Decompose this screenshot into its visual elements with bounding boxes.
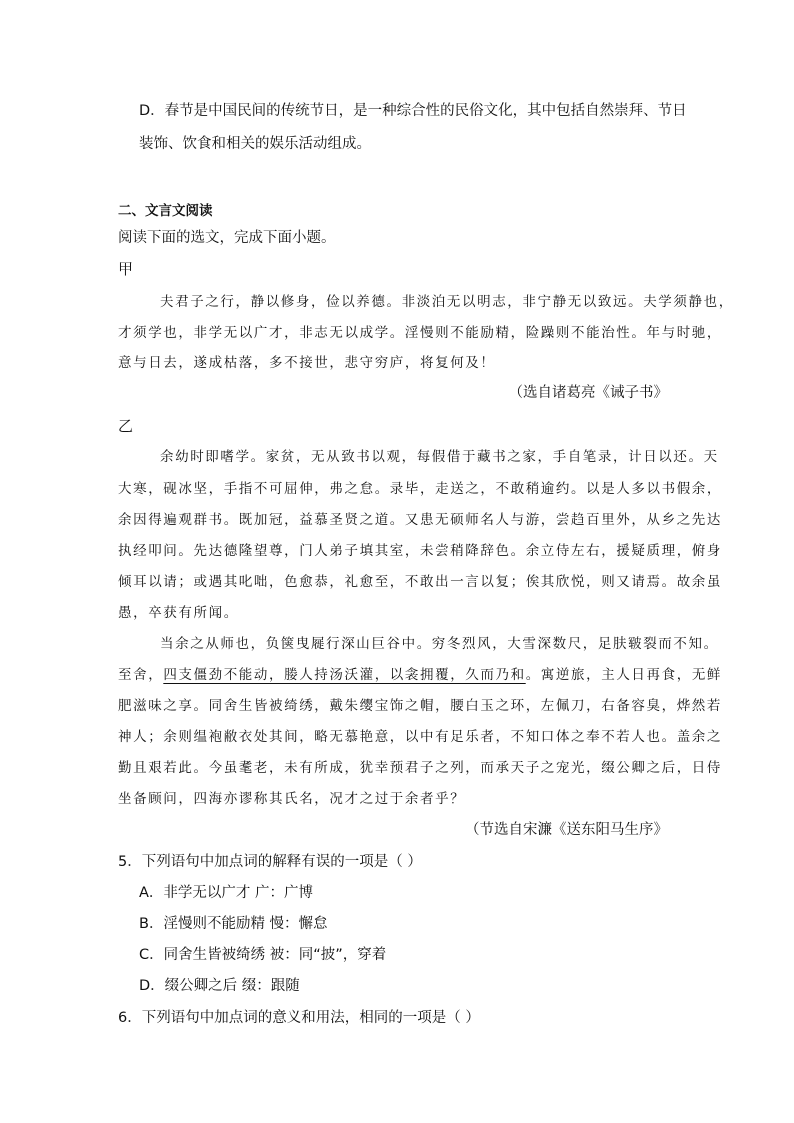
passage-jia-line: 才须学也，非学无以广才，非志无以成学。淫慢则不能励精，险躁则不能治性。年与时驰， [118,325,722,341]
passage-jia-line: 意与日去，遂成枯落，多不接世，悲守穷庐，将复何及！ [118,355,496,371]
passage-yi-line: 执经叩问。先达德隆望尊，门人弟子填其室，未尝稍降辞色。余立侍左右，援疑质理，俯身 [118,543,722,559]
passage-jia-label: 甲 [118,260,134,278]
passage-yi-line: 坐备顾问，四海亦谬称其氏名，况才之过于余者乎？ [118,791,466,807]
question-5-option-b: B．淫慢则不能励精 慢：懈怠 [139,916,328,932]
line-suffix: 。寓逆旅，主人日再食，无鲜 [525,667,723,683]
option-d-line2: 装饰、饮食和相关的娱乐活动组成。 [139,136,371,152]
question-6-stem: 6．下列语句中加点词的意义和用法，相同的一项是（ ） [118,1010,480,1026]
passage-jia-line: 夫君子之行，静以修身，俭以养德。非淡泊无以明志，非宁静无以致远。夫学须静也， [160,294,734,310]
question-5-stem: 5．下列语句中加点词的解释有误的一项是（ ） [118,854,422,870]
question-5-option-a: A．非学无以广才 广：广博 [139,885,314,901]
passage-yi-source: （节选自宋濂《送东阳马生序》 [465,822,668,838]
passage-yi-line-underlined [118,665,722,685]
passage-yi-line: 愚，卒获有所闻。 [118,605,239,621]
passage-yi-line: 肥滋味之享。同舍生皆被绮绣，戴朱缨宝饰之帽，腰白玉之环，左佩刀，右备容臭，烨然若 [118,698,722,714]
passage-yi-line: 倾耳以请；或遇其叱咄，色愈恭，礼愈至，不敢出一言以复；俟其欣悦，则又请焉。故余虽 [118,574,722,590]
line-prefix: 至舍， [118,667,164,683]
underlined-sentence: 四支僵劲不能动，媵人持汤沃灌，以衾拥覆，久而乃和 [163,667,526,683]
passage-yi-line: 大寒，砚冰坚，手指不可屈伸，弗之怠。录毕，走送之，不敢稍逾约。以是人多以书假余， [118,481,722,497]
passage-jia-source: （选自诸葛亮《诫子书》 [508,385,668,401]
passage-yi-line: 勤且艰若此。今虽耄老，未有所成，犹幸预君子之列，而承天子之宠光，缀公卿之后，日侍 [118,760,722,776]
passage-yi-label: 乙 [118,417,134,435]
passage-yi-line: 当余之从师也，负箧曳屣行深山巨谷中。穷冬烈风，大雪深数尺，足肤皲裂而不知。 [160,636,719,652]
question-5-option-d: D．缀公卿之后 缀：跟随 [139,978,300,994]
passage-yi-line: 余因得遍观群书。既加冠，益慕圣贤之道。又患无硕师名人与游，尝趋百里外，从乡之先达 [118,512,722,528]
passage-yi-line: 余幼时即嗜学。家贫，无从致书以观，每假借于藏书之家，手自笔录，计日以还。天 [160,449,719,465]
option-d-line1: D．春节是中国民间的传统节日，是一种综合性的民俗文化，其中包括自然崇拜、节日 [139,103,687,119]
section-instruction: 阅读下面的选文，完成下面小题。 [118,230,336,246]
question-5-option-c: C．同舍生皆被绮绣 被：同“披”，穿着 [139,947,387,963]
passage-yi-line: 神人；余则缊袍敝衣处其间，略无慕艳意，以中有足乐者，不知口体之奉不若人也。盖余之 [118,729,722,745]
section-heading: 二、文言文阅读 [118,203,213,219]
